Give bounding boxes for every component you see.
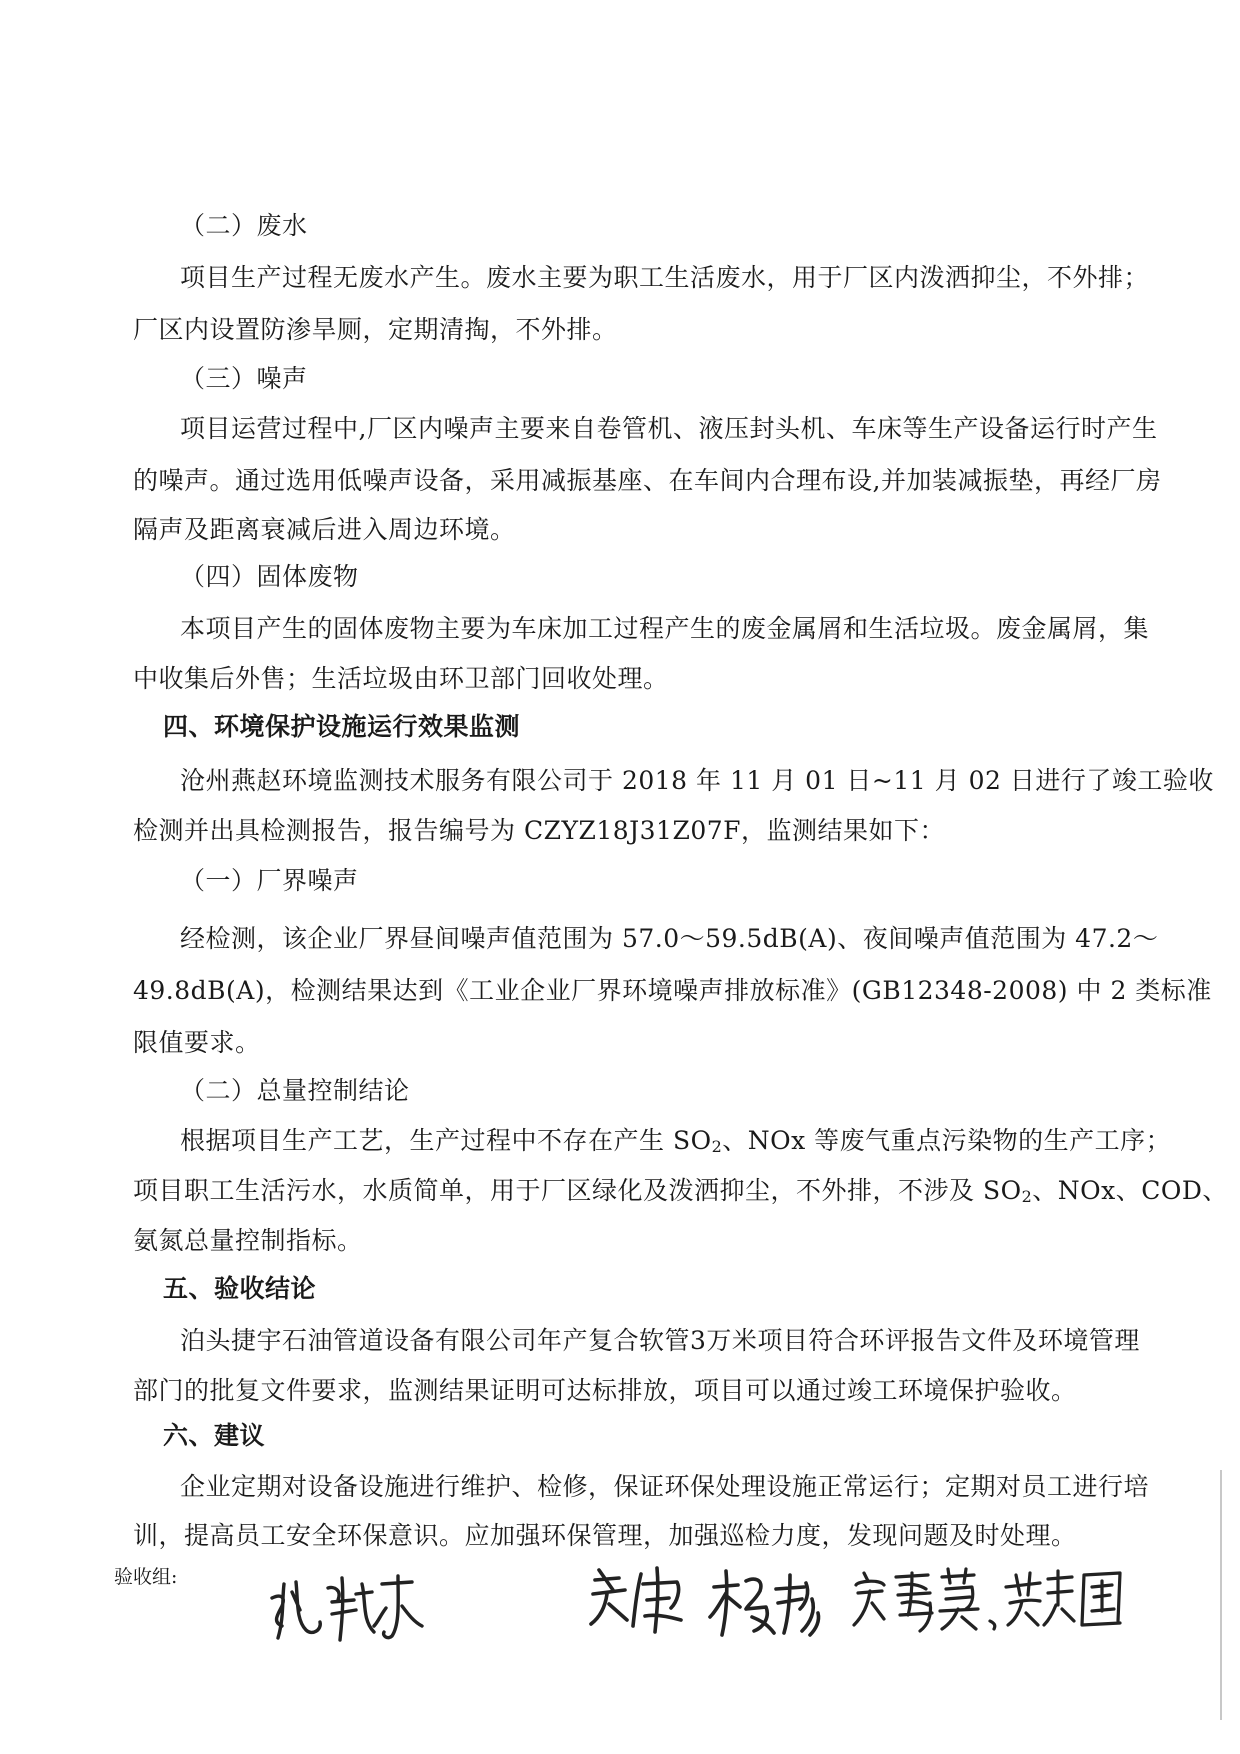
total-control-line-1-a: 根据项目生产工艺，生产过程中不存在产生 SO: [180, 1126, 712, 1155]
wastewater-heading: （二）废水: [180, 211, 308, 240]
boundary-noise-heading: （一）厂界噪声: [180, 866, 359, 895]
conclusion-line-1: 泊头捷宇石油管道设备有限公司年产复合软管3万米项目符合环评报告文件及环境管理: [180, 1326, 1140, 1355]
signoff-label: 验收组:: [114, 1566, 178, 1588]
conclusion-line-2: 部门的批复文件要求，监测结果证明可达标排放，项目可以通过竣工环境保护验收。: [133, 1376, 1077, 1405]
solid-waste-line-2: 中收集后外售；生活垃圾由环卫部门回收处理。: [133, 664, 669, 693]
suggestions-heading: 六、建议: [163, 1421, 266, 1450]
suggestions-line-1: 企业定期对设备设施进行维护、检修，保证环保处理设施正常运行；定期对员工进行培: [180, 1472, 1150, 1501]
boundary-noise-line-3: 限值要求。: [133, 1028, 261, 1057]
total-control-line-2: [133, 1175, 1228, 1213]
noise-line-2: 的噪声。通过选用低噪声设备，采用减振基座、在车间内合理布设,并加装减振垫，再经厂房: [133, 466, 1162, 495]
total-control-line-3: 氨氮总量控制指标。: [133, 1226, 363, 1255]
wastewater-line-1: 项目生产过程无废水产生。废水主要为职工生活废水，用于厂区内泼洒抑尘，不外排；: [180, 263, 1150, 292]
monitoring-line-1: 沧州燕赵环境监测技术服务有限公司于 2018 年 11 月 01 日~11 月 02 日进行了竣工验收: [180, 766, 1214, 795]
signature-song: [850, 1563, 1010, 1639]
signature-zhang: [262, 1570, 432, 1648]
signature-su: [1000, 1565, 1130, 1637]
signature-yang: [706, 1563, 836, 1643]
total-control-line-1: [180, 1125, 1172, 1163]
total-control-heading: （二）总量控制结论: [180, 1076, 410, 1105]
total-control-line-2-a: 项目职工生活污水，水质简单，用于厂区绿化及泼洒抑尘，不外排，不涉及 SO: [133, 1176, 1022, 1205]
scan-edge-mark: [1220, 1470, 1222, 1720]
so2-subscript: 2: [711, 1137, 723, 1156]
noise-line-3: 隔声及距离衰减后进入周边环境。: [133, 515, 516, 544]
monitoring-heading: 四、环境保护设施运行效果监测: [163, 712, 521, 741]
total-control-line-2-b: 、NOx、COD、: [1032, 1176, 1228, 1205]
conclusion-heading: 五、验收结论: [163, 1274, 317, 1303]
solid-waste-heading: （四）固体废物: [180, 562, 359, 591]
noise-heading: （三）噪声: [180, 364, 308, 393]
signature-wu: [585, 1560, 695, 1640]
monitoring-line-2: 检测并出具检测报告，报告编号为 CZYZ18J31Z07F，监测结果如下：: [133, 816, 945, 845]
wastewater-line-2: 厂区内设置防渗旱厕，定期清掏，不外排。: [133, 315, 618, 344]
so2-subscript: 2: [1021, 1187, 1033, 1206]
total-control-line-1-b: 、NOx 等废气重点污染物的生产工序；: [722, 1126, 1172, 1155]
suggestions-line-2: 训，提高员工安全环保意识。应加强环保管理，加强巡检力度，发现问题及时处理。: [133, 1521, 1077, 1550]
solid-waste-line-1: 本项目产生的固体废物主要为车床加工过程产生的废金属屑和生活垃圾。废金属屑，集: [180, 614, 1150, 643]
noise-line-1: 项目运营过程中,厂区内噪声主要来自卷管机、液压封头机、车床等生产设备运行时产生: [180, 414, 1158, 443]
boundary-noise-line-1: 经检测，该企业厂界昼间噪声值范围为 57.0～59.5dB(A)、夜间噪声值范围为 47.2～: [180, 924, 1159, 953]
boundary-noise-line-2: 49.8dB(A)，检测结果达到《工业企业厂界环境噪声排放标准》(GB12348-2008) 中 2 类标准: [133, 976, 1212, 1005]
